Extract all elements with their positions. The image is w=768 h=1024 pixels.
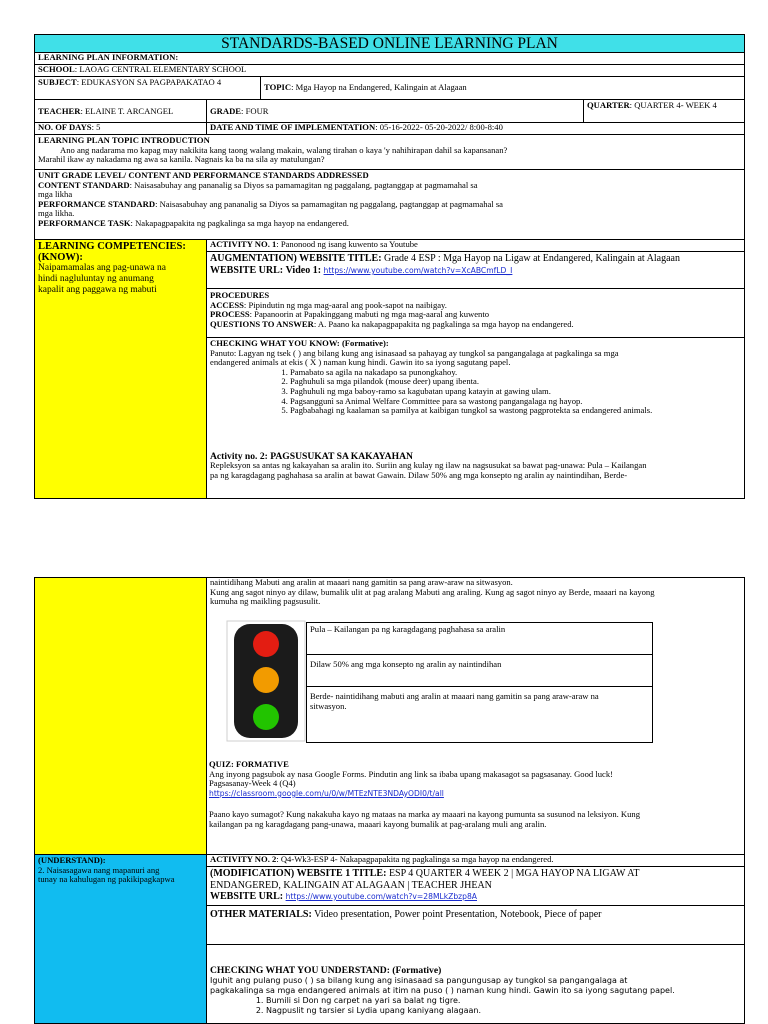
activity3-label: ACTIVITY NO. 2 xyxy=(210,854,277,864)
understand-column xyxy=(34,854,207,1024)
school-label: SCHOOL xyxy=(38,64,75,74)
plan-title-bar xyxy=(34,34,745,53)
understand-text-1: 2. Naisasagawa nang mapanuri ang xyxy=(38,864,160,875)
subject-cell xyxy=(34,76,261,100)
quiz-after-1: Paano kayo sumagot? Kung nakakuha kayo ng mataas na marka ay maaari na kayong pumunta sa susunod na leksiyon. Kung xyxy=(209,809,641,820)
modification-cell xyxy=(206,866,745,906)
competencies-column xyxy=(34,239,207,499)
legend-red-text: Pula – Kailangan pa ng karagdagang paghahasa sa aralin xyxy=(310,624,506,634)
check-understand-line-1: Iguhit ang pulang puso ( ) sa bilang kung ang isinasaad sa pangungusap ay tungkol sa pangangalaga at xyxy=(210,976,628,985)
modification-title-2: ENDANGERED, KALINGAIN AT ALAGAAN | TEACHER JHEAN xyxy=(210,879,492,891)
info-label: LEARNING PLAN INFORMATION: xyxy=(38,52,179,62)
understand-text-2: tunay na kahulugan ng pakikipagkapwa xyxy=(38,874,175,885)
activity1-label: ACTIVITY NO. 1 xyxy=(210,239,277,249)
other-materials-text: Video presentation, Power point Presentation, Notebook, Piece of paper xyxy=(314,909,602,920)
modification-title-1: ESP 4 QUARTER 4 WEEK 2 | MGA HAYOP NA LIGAW AT xyxy=(388,868,640,879)
performance-standard-text: : Naisasabuhay ang pananalig sa Diyos sa pamamagitan ng paggalang, pagtanggap at pagmamahal sa xyxy=(155,198,503,209)
modification-link[interactable]: https://www.youtube.com/watch?v=28MLkZbzp8A xyxy=(285,892,477,901)
activity2-line-2: pa ng karagdagang paghahasa sa aralin at bawat Gawain. Dilaw 50% ang mga konsepto ng aralin ay naintindihan, Berde- xyxy=(210,469,628,480)
date-label: DATE AND TIME OF IMPLEMENTATION xyxy=(210,122,376,132)
check-know-item: 2. Paghuhuli sa mga pilandok (mouse deer) upang ibenta. xyxy=(290,377,741,387)
check-know-item: 1. Pamabato sa agila na nakadapo sa punongkahoy. xyxy=(290,368,741,378)
competencies-heading: LEARNING COMPETENCIES: xyxy=(38,241,186,252)
quarter-label: QUARTER xyxy=(587,100,630,110)
competencies-column-continued xyxy=(34,577,207,855)
questions-text: : A. Paano ka nakapagpapakita ng pagkalinga sa mga hayop na endangered. xyxy=(313,318,574,329)
quiz-heading: QUIZ: FORMATIVE xyxy=(209,759,289,769)
know-text-2: hindi nagluluntay ng anumang xyxy=(38,274,154,284)
traffic-light-icon xyxy=(226,620,306,742)
check-understand-item: 1. Bumili si Don ng carpet na yari sa balat ng tigre. xyxy=(266,996,741,1006)
activity2-cont-2: Kung ang sagot ninyo ay dilaw, bumalik ulit at pag aralang Mabuti ang araling. Kung ag sagot ninyo ay Berde, maaari na kayong xyxy=(210,586,655,597)
check-know-item: 5. Pagbabahagi ng kaalaman sa pamilya at kaibigan tungkol sa wastong pagprotekta sa endangered animals. xyxy=(290,406,741,416)
days-value: : 5 xyxy=(91,122,101,132)
procedures-heading: PROCEDURES xyxy=(210,290,270,300)
activity2-title: : PAGSUSUKAT SA KAKAYAHAN xyxy=(264,450,413,462)
performance-standard-text-2: mga likha. xyxy=(38,208,75,219)
augmentation-label: AUGMENTATION) WEBSITE TITLE: xyxy=(210,253,382,264)
quiz-line-2: Pagsasanay-Week 4 (Q4) xyxy=(209,778,296,789)
video-link[interactable]: https://www.youtube.com/watch?v=XcABCmfLD_I xyxy=(323,266,513,275)
quarter-value: : QUARTER 4- WEEK 4 xyxy=(629,100,717,110)
check-understand-line-2: pagkakalinga sa mga endangered animals at itim na puso ( ) naman kung hindi. Gawin ito sa iyong sagutang papel. xyxy=(210,986,675,995)
standards-section xyxy=(34,169,745,240)
check-understand-cell xyxy=(206,944,745,1024)
check-know-instr-1: Panuto: Lagyan ng tsek ( ) ang bilang kung ang isinasaad sa pahayag ay tungkol sa pangangalaga at pagkalinga sa mga xyxy=(210,347,619,358)
grade-cell xyxy=(206,99,584,123)
questions-label: QUESTIONS TO ANSWER xyxy=(210,318,314,329)
topic-value: : Mga Hayop na Endangered, Kalingain at Alagaan xyxy=(291,82,467,92)
process-text: : Papanoorin at Papakinggang mabuti ng mga mag-aaral ang kuwento xyxy=(249,309,490,320)
activity3-text: : Q4-Wk3-ESP 4- Nakapagpapakita ng pagkalinga sa mga hayop na endangered. xyxy=(276,854,554,864)
check-know-item: 3. Paghuhuli ng mga baboy-ramo sa kagubatan upang katayin at gawing ulam. xyxy=(290,387,741,397)
activity2-line-1: Repleksyon sa antas ng kakayahan sa aralin ito. Suriin ang kulay ng ilaw na nagsusukat sa bawat pag-unawa: Pula – Kailangan xyxy=(210,460,647,471)
check-know-heading: CHECKING WHAT YOU KNOW: (Formative): xyxy=(210,338,389,348)
check-understand-item: 2. Nagpuslit ng tarsier si Lydia upang kaniyang alagaan. xyxy=(266,1006,741,1016)
legend-yellow-text: Dilaw 50% ang mga konsepto ng aralin ay naintindihan xyxy=(310,659,502,669)
access-text: : Pipindutin ng mga mag-aaral ang pook-sapot na naibigay. xyxy=(243,299,447,310)
check-know-cell xyxy=(206,337,745,499)
intro-line-2: Marahil ikaw ay nakadama ng awa sa kanila. Nagnais ka ba na sila ay matulungan? xyxy=(38,154,325,165)
standards-heading: UNIT GRADE LEVEL/ CONTENT AND PERFORMANCE STANDARDS ADDRESSED xyxy=(38,170,369,180)
intro-section xyxy=(34,134,745,170)
activity2-cont-3: kumuha ng maikling pagsusulit. xyxy=(210,596,321,607)
know-label: (KNOW): xyxy=(38,252,83,263)
teacher-value: : ELAINE T. ARCANGEL xyxy=(80,106,174,116)
date-value: : 05-16-2022- 05-20-2022/ 8:00-8:40 xyxy=(375,122,503,132)
plan-title: STANDARDS-BASED ONLINE LEARNING PLAN xyxy=(221,35,558,52)
days-label: NO. OF DAYS xyxy=(38,122,92,132)
school-value: : LAOAG CENTRAL ELEMENTARY SCHOOL xyxy=(74,64,247,74)
legend-red xyxy=(306,622,653,655)
know-text-1: Naipamamalas ang pag-unawa na xyxy=(38,263,166,273)
activity2-label: Activity no. 2 xyxy=(210,450,265,462)
check-know-instr-2: endangered animals at ekis ( X ) naman kung hindi. Gawin ito sa iyong sagutang papel. xyxy=(210,357,511,368)
intro-line-1: Ano ang nadarama mo kapag may nakikita kang taong walang makain, walang tirahan o kaya 'y nahihirapan dahil sa kapansanan? xyxy=(60,144,508,155)
other-materials-cell xyxy=(206,905,745,945)
legend-green-text-2: sitwasyon. xyxy=(310,700,347,711)
quiz-after-2: kailangan pa ng karagdagang pang-unawa, maaari kayong bumalik at pag-aralang muli ang aralin. xyxy=(209,818,547,829)
content-standard-label: CONTENT STANDARD xyxy=(38,179,130,190)
intro-heading: LEARNING PLAN TOPIC INTRODUCTION xyxy=(38,135,210,145)
video-label: Video 1: xyxy=(285,265,322,276)
other-materials-label: OTHER MATERIALS: xyxy=(210,909,312,920)
quarter-cell xyxy=(583,99,745,123)
content-standard-text: : Naisasabuhay ang pananalig sa Diyos sa pamamagitan ng paggalang, pagtanggap at pagmamahal sa xyxy=(129,179,478,190)
legend-green xyxy=(306,686,653,743)
augmentation-cell xyxy=(206,251,745,289)
check-understand-heading: CHECKING WHAT YOU UNDERSTAND: (Formative) xyxy=(210,965,442,976)
activity1-text: : Panonood ng isang kuwento sa Youtube xyxy=(276,239,418,249)
grade-label: GRADE xyxy=(210,106,242,116)
quiz-link[interactable]: https://classroom.google.com/u/0/w/MTEzNTE3NDAyODI0/t/all xyxy=(209,788,444,798)
check-know-item: 4. Pagsanggunì sa Animal Welfare Committee para sa wastong pangangalaga ng hayop. xyxy=(290,397,741,407)
procedures-cell xyxy=(206,288,745,338)
topic-cell xyxy=(260,76,745,100)
activity2-cont-1: naintidihang Mabuti ang aralin at maaari nang gamitin sa pang araw-araw na sitwasyon. xyxy=(210,577,513,587)
modification-label: (MODIFICATION) WEBSITE 1 TITLE: xyxy=(210,868,387,879)
legend-green-text-1: Berde- naintidihang mabuti ang aralin at maaari nang gamitin sa pang araw-araw na xyxy=(310,691,599,701)
augmentation-title: Grade 4 ESP : Mga Hayop na Ligaw at Endangered, Kalingain at Alagaan xyxy=(384,253,680,264)
quiz-line-1: Ang inyong pagsubok ay nasa Google Forms. Pindutin ang link sa ibaba upang makasagot sa pagsasanay. Good luck! xyxy=(209,768,613,779)
know-text-3: kapalit ang paggawa ng mabuti xyxy=(38,285,157,295)
website-url-label: WEBSITE URL: xyxy=(210,265,284,276)
content-standard-text-2: mga likha xyxy=(38,189,73,200)
performance-task-label: PERFORMANCE TASK xyxy=(38,217,131,228)
performance-task-text: : Nakapagpapakita ng pagkalinga sa mga hayop na endangered. xyxy=(130,217,349,228)
quiz-section xyxy=(209,760,743,830)
legend-yellow xyxy=(306,654,653,687)
process-label: PROCESS xyxy=(210,309,250,320)
topic-label: TOPIC xyxy=(264,82,292,92)
performance-standard-label: PERFORMANCE STANDARD xyxy=(38,198,156,209)
website-url-label-2: WEBSITE URL: xyxy=(210,891,284,902)
understand-label: (UNDERSTAND): xyxy=(38,855,106,865)
subject-label: SUBJECT xyxy=(38,77,77,87)
teacher-label: TEACHER xyxy=(38,106,81,116)
subject-value: : EDUKASYON SA PAGPAPAKATAO 4 xyxy=(76,77,222,87)
teacher-cell xyxy=(34,99,207,123)
grade-value: : FOUR xyxy=(241,106,269,116)
access-label: ACCESS xyxy=(210,299,244,310)
